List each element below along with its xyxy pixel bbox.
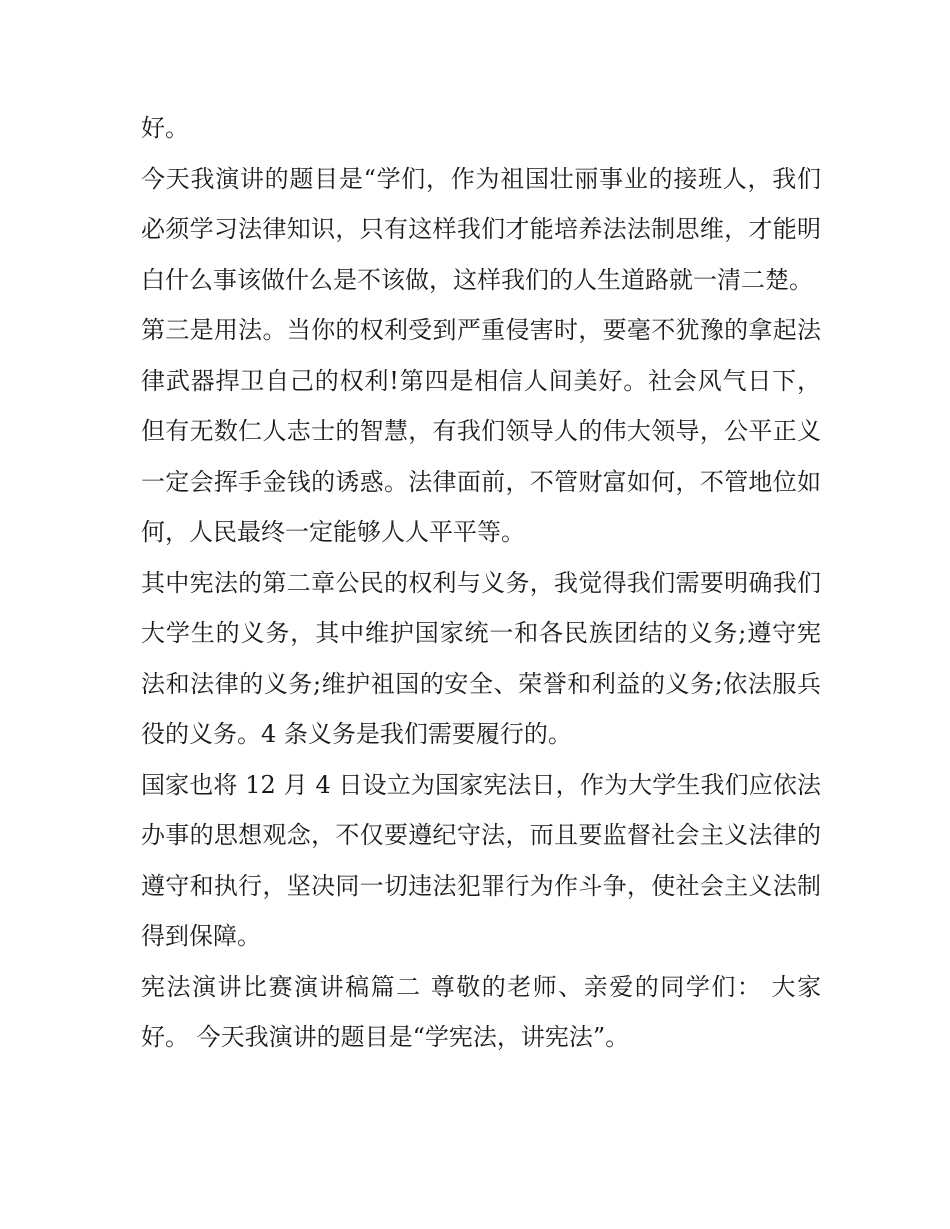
paragraph-1: 好。 (141, 114, 189, 142)
paragraph-5: 国家也将 12 月 4 日设立为国家宪法日，作为大学生我们应依法办事的思想观念，不仅要遵纪守法，而且要监督社会主义法律的遵守和执行，坚决同一切违法犯罪行为作斗争，使社会主义法制得到保障。 (141, 770, 821, 950)
document-body (141, 103, 821, 1063)
paragraph-6: 宪法演讲比赛演讲稿篇二 尊敬的老师、亲爱的同学们： 大家好。 今天我演讲的题目是“学宪法，讲宪法”。 (141, 972, 821, 1051)
paragraph-4: 其中宪法的第二章公民的权利与义务，我觉得我们需要明确我们大学生的义务，其中维护国家统一和各民族团结的义务;遵守宪法和法律的义务;维护祖国的安全、荣誉和利益的义务;依法服兵役的义务。4 条义务是我们需要履行的。 (141, 568, 821, 748)
paragraph-2: 今天我演讲的题目是“学们，作为祖国壮丽事业的接班人，我们必须学习法律知识，只有这样我们才能培养法法制思维，才能明白什么事该做什么是不该做，这样我们的人生道路就一清二楚。 (141, 164, 821, 294)
paragraph-3: 第三是用法。当你的权利受到严重侵害时，要毫不犹豫的拿起法律武器捍卫自己的权利!第四是相信人间美好。社会风气日下，但有无数仁人志士的智慧，有我们领导人的伟大领导，公平正义一定会挥手金钱的诱惑。法律面前，不管财富如何，不管地位如何，人民最终一定能够人人平平等。 (141, 316, 821, 546)
